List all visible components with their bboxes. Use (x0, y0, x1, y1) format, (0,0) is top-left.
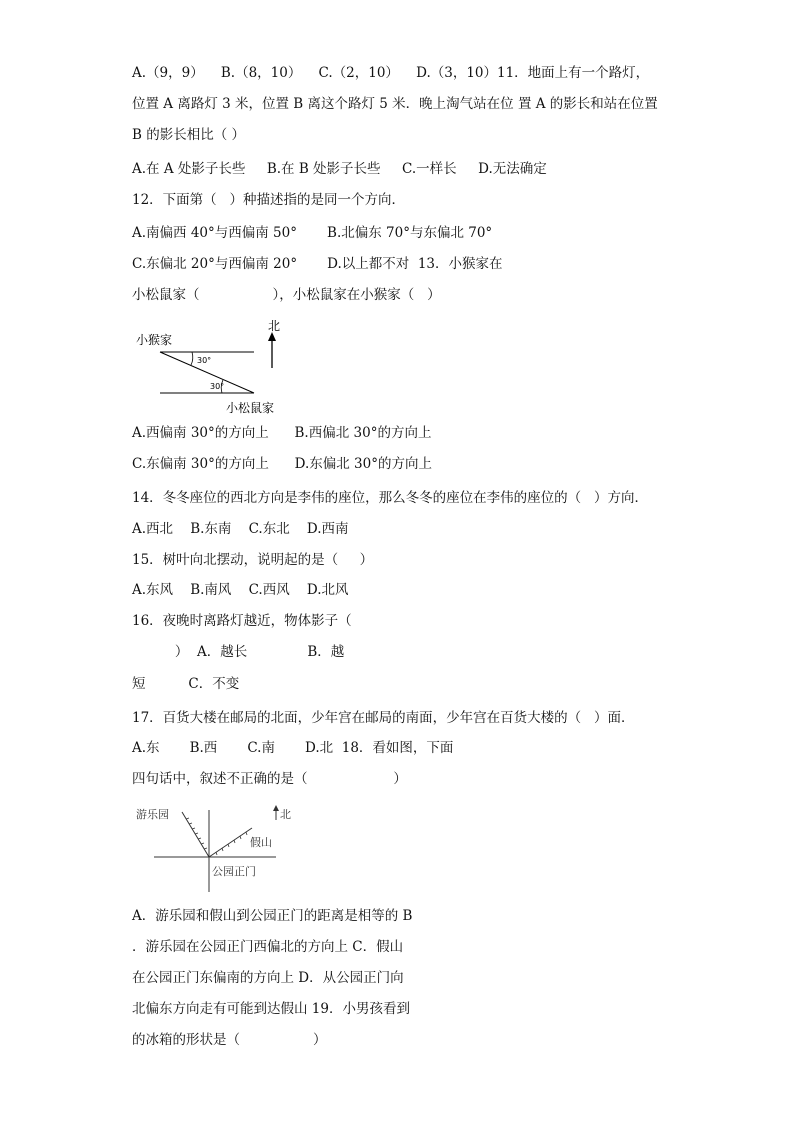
line-5: 12．下面第（ ）种描述指的是同一个方向． (132, 192, 406, 208)
figure-direction-diagram (130, 318, 300, 418)
north-arrow-icon (273, 805, 279, 811)
line-7: C.东偏北 20°与西偏南 20° D.以上都不对 13．小猴家在 (132, 256, 503, 272)
line-22: ．游乐园在公园正门西偏北的方向上 C．假山 (132, 939, 404, 955)
park-path-ticks (186, 818, 207, 849)
line-23: 在公园正门东偏南的方向上 D．从公园正门向 (132, 970, 404, 986)
path-to-rockery (209, 828, 252, 857)
line-18: 17．百货大楼在邮局的北面，少年宫在邮局的南面，少年宫在百货大楼的（ ）面． (132, 710, 635, 726)
line-11: 14．冬冬座位的西北方向是李伟的座位，那么冬冬的座位在李伟的座位的（ ）方向． (132, 490, 649, 506)
line-9: A.西偏南 30°的方向上 B.西偏北 30°的方向上 (132, 425, 432, 441)
line-12: A.西北 B.东南 C.东北 D.西南 (132, 521, 349, 537)
monkey-home-label: 小猴家 (136, 333, 173, 347)
squirrel-home-label: 小松鼠家 (226, 401, 275, 415)
park-map-svg (130, 800, 310, 895)
line-2: 位置 A 离路灯 3 米，位置 B 离这个路灯 5 米．晚上淘气站在位 置 A 的影长和站在位置 (132, 96, 658, 112)
angle-label-top: 30° (197, 356, 212, 365)
angle-label-bottom: 30° (210, 382, 225, 391)
line-15: 16．夜晚时离路灯越近，物体影子（ (132, 613, 352, 629)
line-19: A.东 B.西 C.南 D.北 18．看如图，下面 (132, 740, 454, 756)
line-6: A.南偏西 40°与西偏南 50° B.北偏东 70°与东偏北 70° (132, 225, 493, 241)
direction-diagram-svg (130, 318, 300, 418)
angle-arc-top (191, 352, 193, 365)
rockery-label: 假山 (250, 836, 272, 849)
line-3: B 的影长相比（ ） (132, 127, 246, 143)
rockery-path-ticks (216, 832, 247, 855)
line-13: 15．树叶向北摆动，说明起的是（ ） (132, 552, 374, 568)
north-label: 北 (268, 319, 281, 333)
line-8: 小松鼠家（ ），小松鼠家在小猴家（ ） (132, 287, 441, 303)
park-label: 游乐园 (136, 808, 169, 821)
figure-park-map (130, 800, 310, 895)
line-4: A.在 A 处影子长些 B.在 B 处影子长些 C.一样长 D.无法确定 (132, 161, 547, 177)
line-21: A．游乐园和假山到公园正门的距离是相等的 B (132, 908, 413, 924)
line-20: 四句话中，叙述不正确的是（ ） (132, 771, 407, 787)
gate-label: 公园正门 (212, 865, 256, 878)
line-25: 的冰箱的形状是（ ） (132, 1032, 327, 1048)
line-24: 北偏东方向走有可能到达假山 19．小男孩看到 (132, 1001, 410, 1017)
north-label: 北 (280, 808, 291, 821)
line-16: ） A．越长 B．越 (132, 644, 345, 660)
line-17: 短 C．不变 (132, 676, 240, 692)
line-10: C.东偏南 30°的方向上 D.东偏北 30°的方向上 (132, 456, 432, 472)
line-1: A.（9，9） B.（8，10） C.（2，10） D.（3，10）11．地面上有一个路灯， (132, 65, 650, 81)
north-arrow-icon (268, 332, 276, 341)
line-14: A.东风 B.南风 C.西风 D.北风 (132, 582, 349, 598)
